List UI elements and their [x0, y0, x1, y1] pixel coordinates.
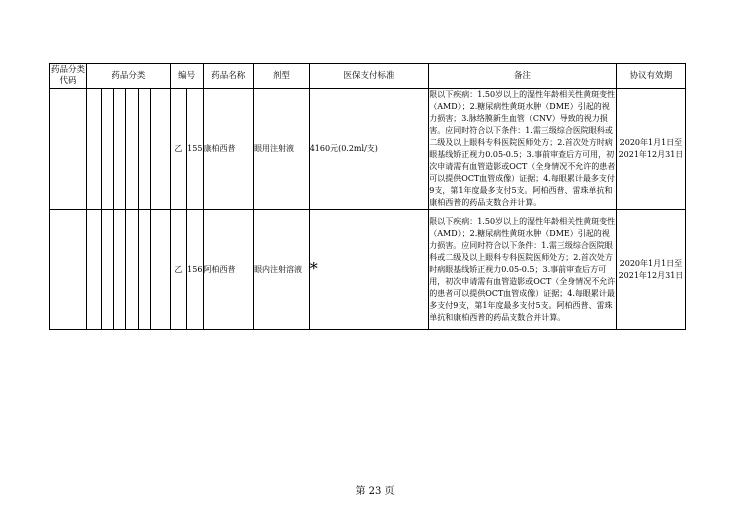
table-row	[50, 210, 686, 330]
drug-name-cell: 康柏西普	[203, 89, 254, 210]
code-cell	[50, 210, 87, 330]
number-cell: 156	[187, 210, 204, 330]
validity-cell	[616, 210, 685, 330]
page-number	[0, 482, 750, 497]
category-cell	[150, 89, 170, 210]
category-cell	[126, 210, 138, 330]
validity-end: 2021年12月31日	[618, 150, 684, 159]
payment-standard-cell	[309, 210, 429, 330]
header-name: 药品名称	[203, 64, 254, 89]
category-cell	[138, 89, 150, 210]
header-remarks: 备注	[429, 64, 617, 89]
category-cell	[87, 89, 101, 210]
page-prefix: 第	[355, 486, 366, 497]
category-cell	[113, 89, 125, 210]
code-cell	[50, 89, 87, 210]
header-validity: 协议有效期	[616, 64, 685, 89]
header-dosage-form: 剂型	[254, 64, 310, 89]
number-cell: 155	[187, 89, 204, 210]
category-cell	[126, 89, 138, 210]
dosage-form-cell: 眼内注射溶液	[254, 210, 310, 330]
validity-start: 2020年1月1日至	[619, 138, 683, 147]
header-code: 药品分类代码	[50, 64, 87, 89]
class-cell: 乙	[170, 210, 186, 330]
class-cell: 乙	[170, 89, 186, 210]
header-number: 编号	[170, 64, 203, 89]
category-cell	[87, 210, 101, 330]
header-payment-standard: 医保支付标准	[309, 64, 429, 89]
drug-list-table	[49, 63, 686, 330]
dosage-form-cell: 眼用注射液	[254, 89, 310, 210]
category-cell	[150, 210, 170, 330]
category-cell	[101, 210, 113, 330]
validity-cell	[616, 89, 685, 210]
category-cell	[101, 89, 113, 210]
category-cell	[138, 210, 150, 330]
asterisk-mark: *	[309, 259, 318, 278]
category-cell	[113, 210, 125, 330]
remarks-cell: 限以下疾病：1.50岁以上的湿性年龄相关性黄斑变性（AMD）；2.糖尿病性黄斑水肿（DME）引起的视力损害；3.脉络膜新生血管（CNV）导致的视力损害。应同时符合以下条件：1.需三级综合医院眼科或二级及以上眼科专科医院医师处方；2.首次处方时病眼基线矫正视力0.05-0.5；3.事前审查后方可用，初次申请需有血管造影或OCT（全身情况不允许的患者可以提供OCT血管成像）证据；4.每眼累计最多支付9支，第1年度最多支付5支。阿柏西普、雷珠单抗和康柏西普的药品支数合并计算。	[429, 89, 617, 210]
remarks-cell: 限以下疾病：1.50岁以上的湿性年龄相关性黄斑变性（AMD）；2.糖尿病性黄斑水肿（DME）引起的视力损害。应同时符合以下条件：1.需三级综合医院眼科或二级及以上眼科专科医院医师处方；2.首次处方时病眼基线矫正视力0.05-0.5；3.事前审查后方可用，初次申请需有血管造影或OCT（全身情况不允许的患者可以提供OCT血管成像）证据；4.每眼累计最多支付9支，第1年度最多支付5支。阿柏西普、雷珠单抗和康柏西普的药品支数合并计算。	[429, 210, 617, 330]
table-row	[50, 89, 686, 210]
table-header-row	[50, 64, 686, 89]
header-category: 药品分类	[87, 64, 170, 89]
validity-end: 2021年12月31日	[618, 270, 684, 280]
page-suffix: 页	[384, 486, 395, 497]
drug-name-cell: 阿柏西普	[203, 210, 254, 330]
validity-start: 2020年1月1日至	[619, 258, 683, 268]
page-number-value: 23	[368, 486, 382, 497]
payment-standard-cell: 4160元(0.2ml/支)	[309, 89, 429, 210]
